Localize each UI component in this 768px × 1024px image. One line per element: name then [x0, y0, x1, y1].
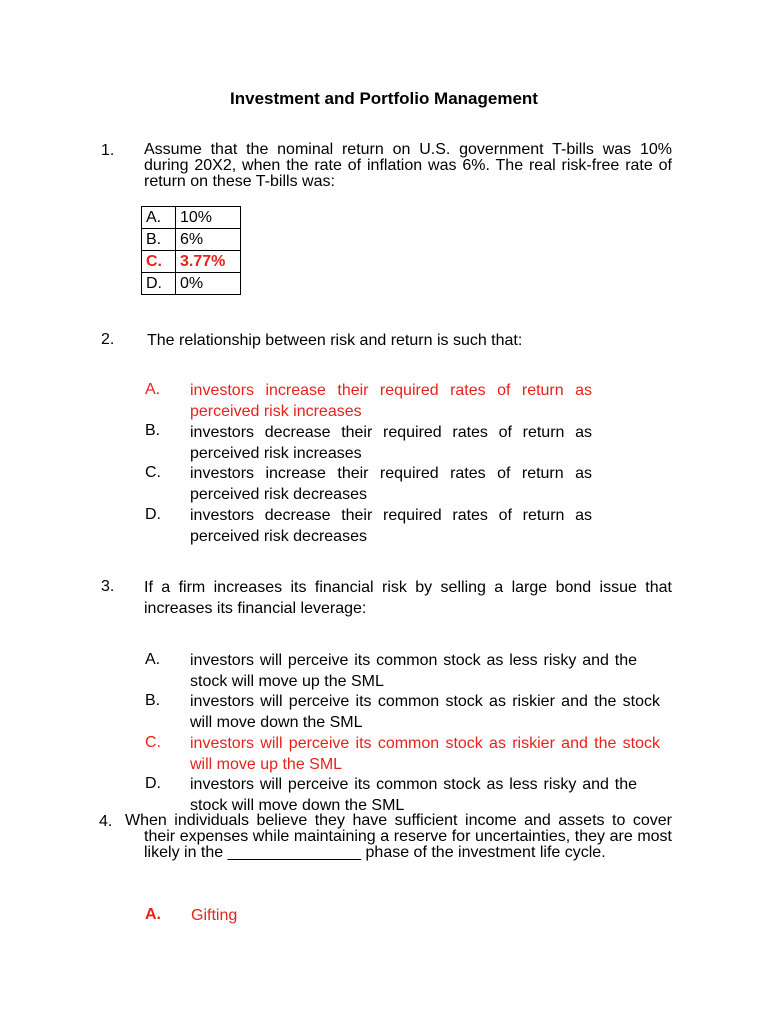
option-value: 6%	[176, 229, 241, 251]
option-text-correct: investors will perceive its common stock as riskier and the stock will move up the SML	[190, 735, 660, 773]
option-text: investors decrease their required rates of return as perceived risk increases	[190, 424, 592, 462]
option-value: 10%	[176, 207, 241, 229]
question-number: 2.	[101, 331, 115, 348]
option-letter: A.	[145, 651, 161, 668]
option-row	[142, 273, 241, 295]
question-text: The relationship between risk and return is such that:	[147, 332, 523, 349]
option-text: investors will perceive its common stock as less risky and the stock will move up the SML	[190, 652, 637, 690]
option-letter: B.	[142, 229, 176, 251]
option-letter: D.	[145, 506, 161, 523]
question-number: 4.	[99, 813, 113, 830]
answer-table	[141, 206, 241, 295]
option-text-correct: investors increase their required rates of return as perceived risk increases	[190, 382, 592, 420]
option-letter: C.	[142, 251, 176, 273]
option-text: investors increase their required rates of return as perceived risk decreases	[190, 465, 592, 503]
option-letter: B.	[145, 692, 161, 709]
question-number: 1.	[101, 142, 115, 159]
option-text: investors decrease their required rates of return as perceived risk decreases	[190, 507, 592, 545]
page-title: Investment and Portfolio Management	[230, 89, 538, 108]
option-letter: C.	[145, 464, 161, 481]
option-letter: A.	[145, 381, 161, 398]
question-text: When individuals believe they have sufficient income and assets to cover their expenses while maintaining a reserve for uncertainties, they are most likely in the _______________ phase of the investment life cycle.	[125, 812, 672, 861]
question-number: 3.	[101, 578, 115, 595]
option-row-correct	[142, 251, 241, 273]
option-text: investors will perceive its common stock as less risky and the stock will move down the SML	[190, 776, 637, 814]
option-letter: A.	[145, 906, 161, 923]
option-letter: C.	[145, 734, 161, 751]
option-text: investors will perceive its common stock as riskier and the stock will move down the SML	[190, 693, 660, 731]
option-letter: A.	[142, 207, 176, 229]
option-row	[142, 229, 241, 251]
question-text: Assume that the nominal return on U.S. government T-bills was 10% during 20X2, when the rate of inflation was 6%. The real risk-free rate of return on these T-bills was:	[144, 141, 672, 190]
option-value: 0%	[176, 273, 241, 295]
option-letter: D.	[145, 775, 161, 792]
option-text-correct: Gifting	[191, 907, 238, 924]
option-row	[142, 207, 241, 229]
option-value: 3.77%	[176, 251, 241, 273]
option-letter: D.	[142, 273, 176, 295]
option-letter: B.	[145, 422, 161, 439]
question-text: If a firm increases its financial risk by selling a large bond issue that increases its financial leverage:	[144, 579, 672, 617]
